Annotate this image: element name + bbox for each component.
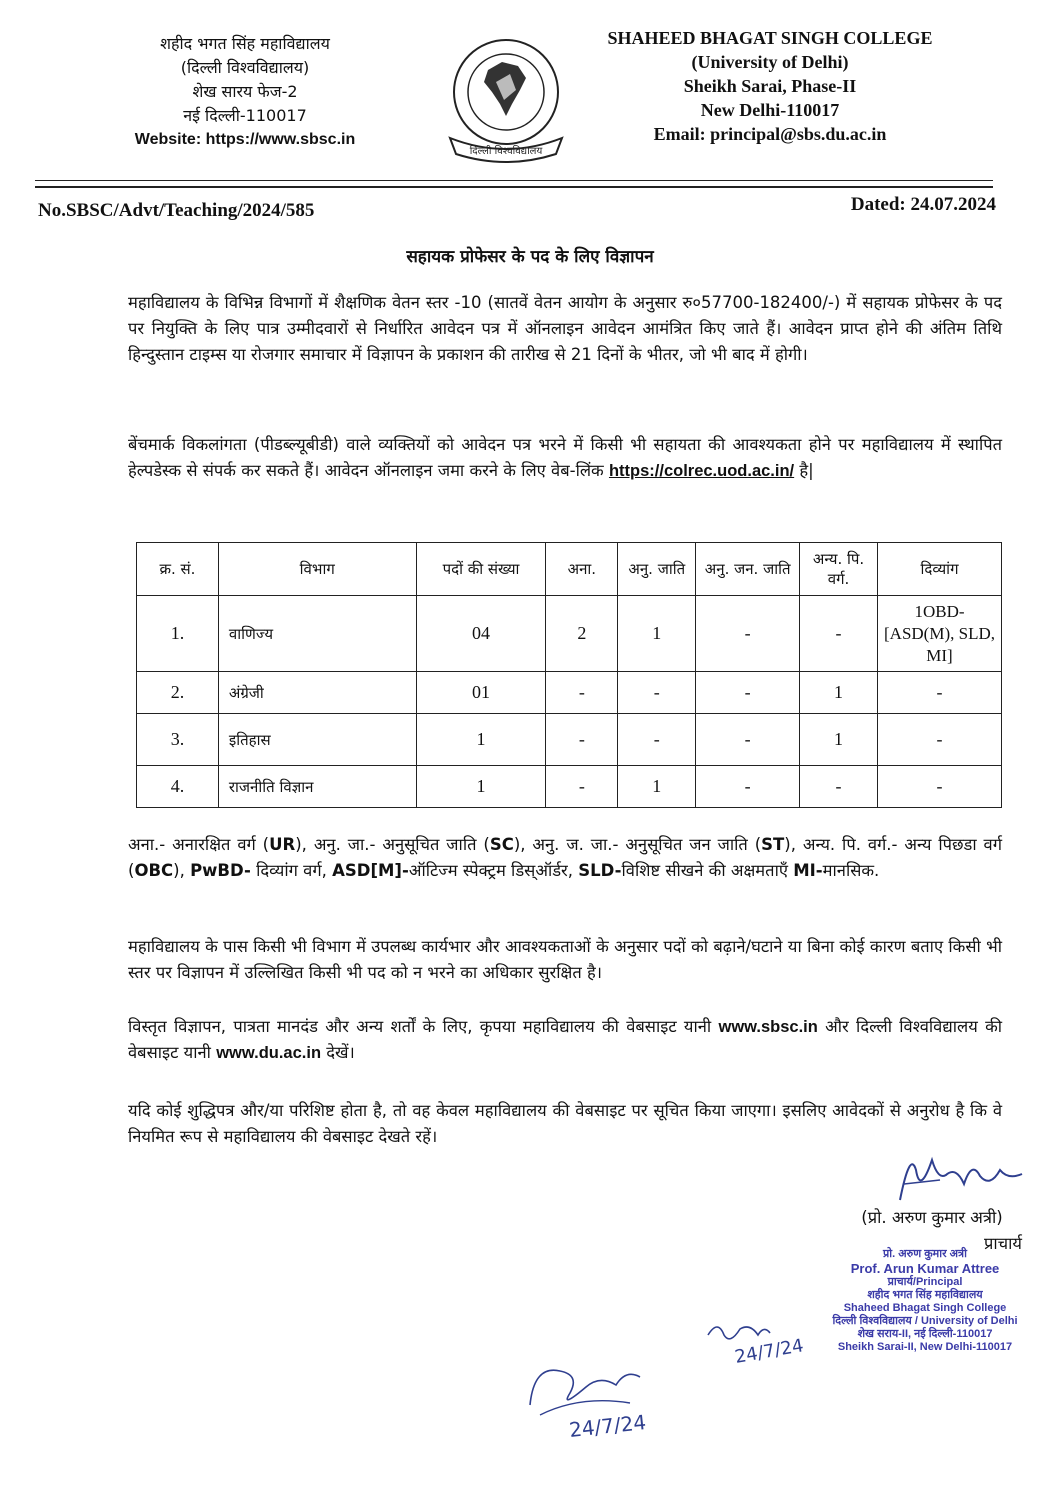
col-st: अनु. जन. जाति — [696, 543, 800, 596]
legend-text: ऑटिज्म स्पेक्ट्रम डिस्ऑर्डर, — [408, 861, 579, 880]
signatory-name: (प्रो. अरुण कुमार अत्री) — [861, 1208, 1003, 1227]
university-english: (University of Delhi) — [691, 52, 849, 72]
details-text: देखें। — [321, 1043, 355, 1062]
legend-abbr: SLD- — [578, 861, 622, 880]
application-link[interactable]: https://colrec.uod.ac.in/ — [608, 462, 795, 480]
legend-text: ), — [173, 861, 191, 880]
cell: - — [696, 714, 800, 766]
header-hindi-block — [110, 32, 380, 152]
cell: 3. — [137, 714, 219, 766]
cell: 1 — [416, 714, 546, 766]
table-row — [137, 714, 1002, 766]
legend-text: ), अनु. जा.- अनुसूचित जाति ( — [295, 835, 490, 854]
du-website-link[interactable]: www.du.ac.in — [216, 1044, 322, 1062]
paragraph-intro: महाविद्यालय के विभिन्न विभागों में शैक्षणिक वेतन स्तर -10 (सातवें वेतन आयोग के अनुसार रु०57700-182400/-) में सहायक प्रोफेसर के पद पर नियुक्ति के लिए पात्र उम्मीदवारों से निर्धारित आवेदन पत्र में ऑनलाइन आवेदन आमंत्रित किए जाते हैं। आवेदन प्राप्त होने की अंतिम तिथि हिन्दुस्तान टाइम्स या रोजगार समाचार में विज्ञापन के प्रकाशन की तारीख से 21 दिनों के भीतर, जो भी बाद में होगी। — [128, 293, 1002, 364]
stamp-line: Prof. Arun Kumar Attree — [850, 1261, 1000, 1276]
header-divider-bottom — [35, 186, 993, 188]
cell: अंग्रेजी — [218, 672, 416, 714]
posts-table — [136, 542, 1002, 808]
cell: 01 — [416, 672, 546, 714]
advertisement-title: सहायक प्रोफेसर के पद के लिए विज्ञापन — [406, 247, 654, 267]
col-posts: पदों की संख्या — [416, 543, 546, 596]
cell: - — [546, 714, 618, 766]
reference-number: No.SBSC/Advt/Teaching/2024/585 — [38, 200, 315, 221]
cell: - — [618, 672, 696, 714]
address-line2-hindi: नई दिल्ली-110017 — [183, 106, 307, 125]
pwbd-text-end: है| — [794, 461, 814, 480]
cell: 1 — [800, 672, 878, 714]
address-line1-hindi: शेख सारय फेज-2 — [192, 82, 298, 101]
stamp-line: Shaheed Bhagat Singh College — [843, 1302, 1007, 1314]
legend-abbr: MI- — [793, 861, 823, 880]
legend-abbr: PwBD- — [190, 861, 251, 880]
cell: वाणिज्य — [218, 596, 416, 672]
cell: 1 — [800, 714, 878, 766]
principal-stamp — [820, 1248, 1030, 1354]
stamp-line: शहीद भगत सिंह महाविद्यालय — [867, 1289, 983, 1301]
legend-abbr: ASD[M]- — [332, 861, 409, 880]
table-row — [137, 596, 1002, 672]
cell: - — [696, 596, 800, 672]
abbreviation-legend — [128, 832, 1002, 884]
legend-text: ), अन्य. पि. वर्ग.- अन्य पिछडा वर्ग ( — [128, 835, 1003, 880]
details-text: और दिल्ली विश्वविद्यालय की वेबसाइट यानी — [128, 1017, 1003, 1062]
cell: - — [546, 766, 618, 808]
address-line1-english: Sheikh Sarai, Phase-II — [683, 76, 857, 96]
legend-abbr: SC — [489, 835, 514, 854]
paragraph-rights: महाविद्यालय के पास किसी भी विभाग में उपलब्ध कार्यभार और आवश्यकताओं के अनुसार पदों को बढ़ाने/घटाने या बिना कोई कारण बताए किसी भी स्तर पर विज्ञापन में उल्लिखित किसी भी पद को न भरने का अधिकार सुरक्षित है। — [128, 937, 1002, 982]
stamp-line: शेख सराय-II, नई दिल्ली-110017 — [857, 1328, 993, 1340]
col-obc: अन्य. पि. वर्ग. — [800, 543, 878, 596]
email-text[interactable]: Email: principal@sbs.du.ac.in — [653, 124, 887, 144]
principal-signature — [880, 1140, 1030, 1210]
cell: - — [696, 672, 800, 714]
legend-text: विशिष्ट सीखने की अक्षमताएँ — [621, 861, 794, 880]
university-hindi: (दिल्ली विश्वविद्यालय) — [180, 58, 310, 77]
legend-abbr: UR — [269, 835, 296, 854]
address-line2-english: New Delhi-110017 — [700, 100, 840, 120]
paragraph-details — [128, 1014, 1002, 1066]
paragraph-pwbd — [128, 432, 1002, 484]
cell: 1. — [137, 596, 219, 672]
cell: - — [878, 672, 1002, 714]
cell: - — [800, 596, 878, 672]
signatory-designation: प्राचार्य — [984, 1234, 1022, 1253]
college-name-hindi: शहीद भगत सिंह महाविद्यालय — [160, 34, 330, 53]
legend-text: ), अनु. ज. जा.- अनुसूचित जन जाति ( — [513, 835, 762, 854]
stamp-line: दिल्ली विश्वविद्यालय / University of Delhi — [832, 1315, 1018, 1327]
cell: - — [546, 672, 618, 714]
stamp-line: प्राचार्य/Principal — [887, 1276, 963, 1288]
cell: - — [696, 766, 800, 808]
college-website-link[interactable]: www.sbsc.in — [718, 1018, 818, 1036]
col-ur: अना. — [546, 543, 618, 596]
col-serial: क्र. सं. — [137, 543, 219, 596]
paragraph-corrigendum: यदि कोई शुद्धिपत्र और/या परिशिष्ट होता है, तो वह केवल महाविद्यालय की वेबसाइट पर सूचित किया जाएगा। इसलिए आवेदकों से अनुरोध है कि वे नियमित रूप से महाविद्यालय की वेबसाइट देखते रहें। — [128, 1101, 1002, 1146]
website-text[interactable]: Website: https://www.sbsc.in — [134, 131, 356, 148]
cell: इतिहास — [218, 714, 416, 766]
legend-abbr: OBC — [134, 861, 174, 880]
cell: 2 — [546, 596, 618, 672]
dealing-officer-signature — [520, 1345, 690, 1445]
stamp-line: Sheikh Sarai-II, New Delhi-110017 — [837, 1341, 1013, 1353]
table-row — [137, 672, 1002, 714]
legend-abbr: ST — [761, 835, 785, 854]
legend-text: मानसिक. — [822, 861, 880, 880]
cell: 1 — [416, 766, 546, 808]
col-sc: अनु. जाति — [618, 543, 696, 596]
cell: - — [878, 766, 1002, 808]
legend-text: अना.- अनारक्षित वर्ग ( — [128, 835, 270, 854]
dated-text: Dated: 24.07.2024 — [850, 194, 996, 215]
initials-signature — [700, 1305, 820, 1375]
legend-text: दिव्यांग वर्ग, — [250, 861, 333, 880]
table-row — [137, 766, 1002, 808]
cell: 1 — [618, 596, 696, 672]
cell: राजनीति विज्ञान — [218, 766, 416, 808]
details-text: विस्तृत विज्ञापन, पात्रता मानदंड और अन्य शर्तों के लिए, कृपया महाविद्यालय की वेबसाइट यानी — [128, 1017, 719, 1036]
cell: 4. — [137, 766, 219, 808]
table-header-row — [137, 543, 1002, 596]
cell: 1 — [618, 766, 696, 808]
cell: 04 — [416, 596, 546, 672]
svg-text:24/7/24: 24/7/24 — [733, 1335, 806, 1368]
stamp-line: प्रो. अरुण कुमार अत्री — [883, 1248, 967, 1260]
cell: - — [800, 766, 878, 808]
cell: 1OBD-[ASD(M), SLD, MI] — [878, 596, 1002, 672]
header-english-block — [600, 26, 940, 146]
cell: - — [618, 714, 696, 766]
cell: 2. — [137, 672, 219, 714]
header-divider-top — [35, 180, 993, 181]
svg-text:24/7/24: 24/7/24 — [568, 1410, 648, 1442]
col-pwbd: दिव्यांग — [878, 543, 1002, 596]
svg-text:दिल्ली विश्वविद्यालय: दिल्ली विश्वविद्यालय — [469, 146, 543, 157]
college-seal-logo — [436, 30, 576, 170]
college-name-english: SHAHEED BHAGAT SINGH COLLEGE — [607, 28, 933, 48]
col-department: विभाग — [218, 543, 416, 596]
cell: - — [878, 714, 1002, 766]
pwbd-text: बेंचमार्क विकलांगता (पीडब्ल्यूबीडी) वाले व्यक्तियों को आवेदन पत्र भरने में किसी भी सहायता की आवश्यकता होने पर महाविद्यालय में स्थापित हेल्पडेस्क से संपर्क कर सकते हैं। आवेदन ऑनलाइन जमा करने के लिए वेब-लिंक — [128, 435, 1002, 480]
